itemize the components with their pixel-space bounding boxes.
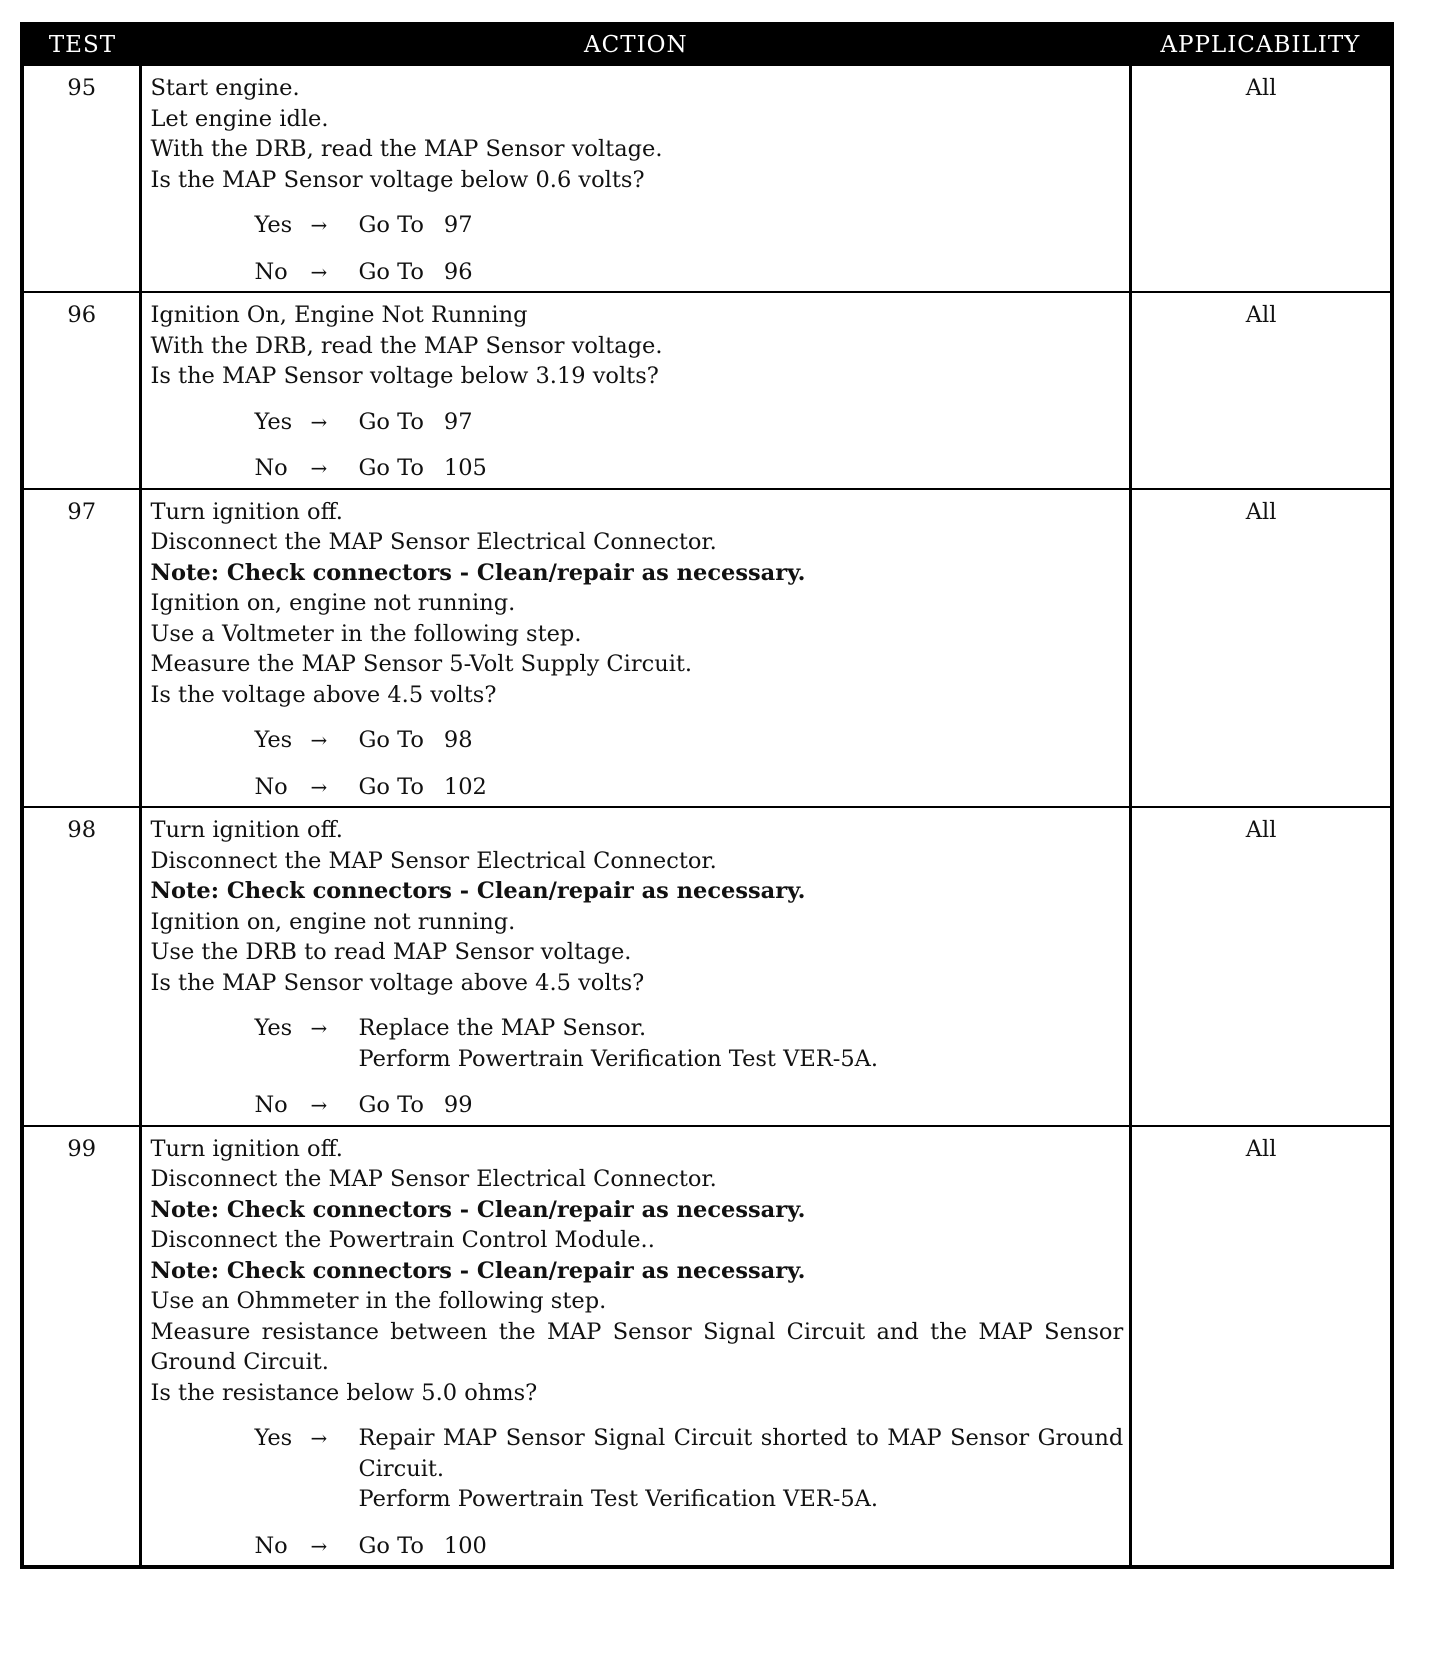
answer-list	[150, 725, 1123, 802]
arrow-right-icon: →	[310, 409, 328, 434]
step-line: Ignition On, Engine Not Running	[150, 302, 528, 328]
step-line: Use an Ohmmeter in the following step.	[150, 1288, 607, 1314]
action-cell	[141, 807, 1131, 1126]
goto-label: Go To	[358, 408, 424, 435]
answer-result	[358, 1090, 1123, 1121]
applicability-value: All	[1131, 1126, 1392, 1568]
step-line: With the DRB, read the MAP Sensor voltage.	[150, 332, 663, 359]
header-applicability: APPLICABILITY	[1131, 24, 1392, 65]
answer-yes	[150, 210, 1123, 241]
arrow-right-icon: →	[310, 1426, 328, 1450]
goto-target: 96	[443, 258, 473, 285]
action-cell	[141, 1126, 1131, 1568]
step-line: Ignition on, engine not running.	[150, 908, 516, 935]
arrow-right-icon: →	[310, 774, 328, 799]
goto-label: Go To	[358, 212, 424, 238]
header-row	[22, 24, 1392, 65]
goto-target: 100	[443, 1532, 487, 1559]
header-test: TEST	[22, 24, 141, 65]
table-row	[22, 292, 1392, 489]
table-header	[22, 24, 1392, 65]
goto-target: 98	[443, 727, 473, 753]
step-line: Measure the MAP Sensor 5-Volt Supply Circuit.	[150, 651, 693, 677]
answer-label: Yes	[254, 727, 293, 753]
goto-label: Go To	[358, 258, 424, 285]
table-body	[22, 65, 1392, 1567]
result-line: Perform Powertrain Verification Test VER-5A.	[358, 1045, 879, 1072]
answer-label: No	[254, 455, 288, 481]
answer-label: Yes	[254, 1425, 293, 1451]
step-line: Is the MAP Sensor voltage above 4.5 volts?	[150, 969, 645, 996]
action-cell	[141, 65, 1131, 292]
answer-no	[150, 257, 1123, 288]
answer-label: No	[254, 1092, 288, 1118]
goto-label: Go To	[358, 773, 424, 800]
answer-no	[150, 1531, 1123, 1562]
answer-result	[358, 1013, 1123, 1074]
answer-label: Yes	[254, 408, 293, 435]
test-number: 96	[22, 292, 141, 489]
answer-yes	[150, 725, 1123, 756]
step-line: Is the resistance below 5.0 ohms?	[150, 1379, 538, 1406]
test-number: 97	[22, 489, 141, 808]
answer-list	[150, 1013, 1123, 1121]
step-line: Is the voltage above 4.5 volts?	[150, 681, 497, 708]
step-line: Is the MAP Sensor voltage below 0.6 volts?	[150, 166, 645, 193]
note-line: Note: Check connectors - Clean/repair as necessary.	[150, 1257, 806, 1284]
result-line: Replace the MAP Sensor.	[358, 1015, 647, 1041]
answer-label: No	[254, 1532, 288, 1559]
step-line: Turn ignition off.	[150, 498, 343, 525]
test-number: 95	[22, 65, 141, 292]
goto-label: Go To	[358, 1532, 424, 1559]
answer-no	[150, 1090, 1123, 1121]
applicability-value: All	[1131, 807, 1392, 1126]
answer-yes	[150, 1423, 1123, 1515]
table-row	[22, 1126, 1392, 1568]
answer-label: No	[254, 258, 288, 285]
arrow-right-icon: →	[310, 1016, 328, 1040]
answer-no	[150, 453, 1123, 484]
action-cell	[141, 292, 1131, 489]
step-line: With the DRB, read the MAP Sensor voltage.	[150, 136, 663, 162]
applicability-value: All	[1131, 489, 1392, 808]
action-cell	[141, 489, 1131, 808]
applicability-value: All	[1131, 65, 1392, 292]
answer-result	[358, 257, 1123, 288]
answer-no	[150, 772, 1123, 803]
applicability-value: All	[1131, 292, 1392, 489]
step-line: Disconnect the MAP Sensor Electrical Connector.	[150, 529, 717, 555]
goto-label: Go To	[358, 1092, 424, 1118]
diagnostic-test-table	[20, 22, 1394, 1569]
answer-list	[150, 1423, 1123, 1561]
goto-target: 102	[443, 773, 487, 800]
answer-yes	[150, 407, 1123, 438]
table-row	[22, 65, 1392, 292]
answer-result	[358, 1423, 1123, 1515]
step-line: Disconnect the MAP Sensor Electrical Connector.	[150, 1166, 717, 1192]
answer-label: Yes	[254, 1015, 293, 1041]
goto-label: Go To	[358, 455, 424, 481]
step-line: Let engine idle.	[150, 105, 329, 132]
answer-label: Yes	[254, 212, 293, 238]
table-row	[22, 807, 1392, 1126]
answer-result	[358, 772, 1123, 803]
step-line: Measure resistance between the MAP Sensor Signal Circuit and the MAP Sensor Ground Circuit.	[150, 1318, 1124, 1375]
step-line: Start engine.	[150, 75, 300, 101]
goto-target: 97	[443, 408, 473, 435]
test-number: 98	[22, 807, 141, 1126]
note-line: Note: Check connectors - Clean/repair as necessary.	[150, 559, 806, 586]
answer-yes	[150, 1013, 1123, 1074]
note-line: Note: Check connectors - Clean/repair as necessary.	[150, 878, 806, 904]
arrow-right-icon: →	[310, 728, 328, 752]
table-row	[22, 489, 1392, 808]
step-line: Disconnect the Powertrain Control Module..	[150, 1227, 655, 1253]
test-number: 99	[22, 1126, 141, 1568]
result-line: Perform Powertrain Test Verification VER-5A.	[358, 1486, 879, 1512]
result-line: Repair MAP Sensor Signal Circuit shorted to MAP Sensor Ground Circuit.	[358, 1425, 1124, 1482]
step-line: Disconnect the MAP Sensor Electrical Connector.	[150, 847, 717, 874]
step-line: Is the MAP Sensor voltage below 3.19 volts?	[150, 363, 659, 389]
step-line: Use the DRB to read MAP Sensor voltage.	[150, 939, 632, 965]
answer-result	[358, 210, 1123, 241]
arrow-right-icon: →	[310, 1533, 328, 1558]
answer-result	[358, 453, 1123, 484]
goto-target: 99	[443, 1092, 473, 1118]
step-line: Ignition on, engine not running.	[150, 590, 516, 616]
arrow-right-icon: →	[310, 213, 328, 237]
answer-result	[358, 725, 1123, 756]
arrow-right-icon: →	[310, 456, 328, 480]
goto-target: 105	[443, 455, 487, 481]
goto-target: 97	[443, 212, 473, 238]
arrow-right-icon: →	[310, 259, 328, 284]
note-line: Note: Check connectors - Clean/repair as necessary.	[150, 1196, 806, 1223]
step-line: Turn ignition off.	[150, 1135, 343, 1162]
goto-label: Go To	[358, 727, 424, 753]
answer-label: No	[254, 773, 288, 800]
answer-list	[150, 210, 1123, 287]
arrow-right-icon: →	[310, 1093, 328, 1117]
answer-list	[150, 407, 1123, 484]
header-action: ACTION	[141, 24, 1131, 65]
step-line: Use a Voltmeter in the following step.	[150, 620, 582, 647]
answer-result	[358, 1531, 1123, 1562]
answer-result	[358, 407, 1123, 438]
step-line: Turn ignition off.	[150, 817, 343, 843]
